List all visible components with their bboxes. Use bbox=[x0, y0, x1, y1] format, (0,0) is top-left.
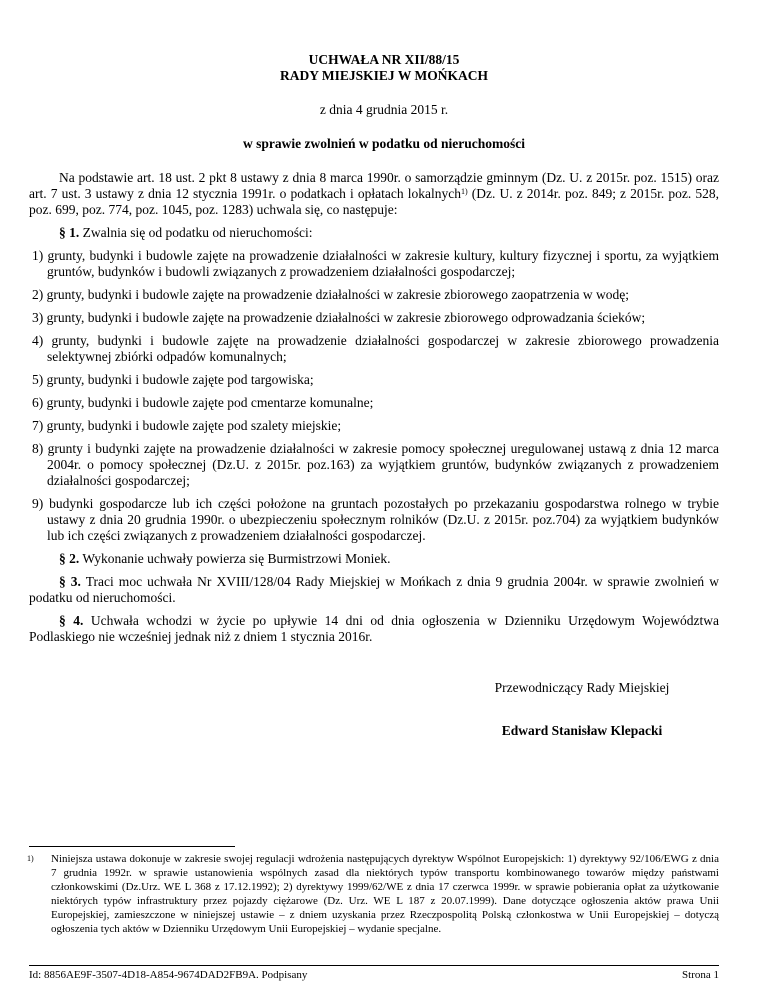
section-3-text: Traci moc uchwała Nr XVIII/128/04 Rady Miejskiej w Mońkach z dnia 9 grudnia 2004r. w sprawie zwolnień w podatku od nieruchomości. bbox=[29, 574, 719, 605]
section-1-text: Zwalnia się od podatku od nieruchomości: bbox=[79, 225, 313, 240]
page-footer bbox=[29, 969, 719, 981]
section-1-label: § 1. bbox=[59, 225, 80, 240]
footer-divider bbox=[29, 965, 719, 966]
document-id: Id: 8856AE9F-3507-4D18-A854-9674DAD2FB9A. Podpisany bbox=[29, 969, 308, 981]
list-item: 9) budynki gospodarcze lub ich części położone na gruntach pozostałych po przekazaniu gospodarstwa rolnego w trybie ustawy z dnia 20 grudnia 1990r. o ubezpieczeniu społecznym rolników (Dz.U. z 2015r. poz.704) za wyjątkiem budynków lub ich części związanych z prowadzeniem działalności gospodarczej. bbox=[32, 496, 719, 543]
section-2-text: Wykonanie uchwały powierza się Burmistrzowi Moniek. bbox=[79, 551, 391, 566]
signature-role: Przewodniczący Rady Miejskiej bbox=[494, 680, 670, 695]
section-2 bbox=[29, 551, 719, 567]
list-item: 4) grunty, budynki i budowle zajęte na prowadzenie działalności gospodarczej w zakresie zbiorowego prowadzenia selektywnej zbiórki odpadów komunalnych; bbox=[32, 333, 719, 364]
list-item: 1) grunty, budynki i budowle zajęte na prowadzenie działalności w zakresie kultury, kultury fizycznej i sportu, za wyjątkiem gruntów, budynków i budowli związanych z prowadzeniem działalności gospodarczej; bbox=[32, 248, 719, 279]
page-number: Strona 1 bbox=[682, 969, 719, 981]
section-4-label: § 4. bbox=[59, 613, 84, 628]
preamble-text-after: (Dz. U. z 2014r. poz. 849; z 2015r. poz. 528, poz. 699, poz. 774, poz. 1045, poz. 1283) uchwala się, co następuje: bbox=[29, 186, 719, 217]
section-3-label: § 3. bbox=[59, 574, 81, 589]
section-4-text: Uchwała wchodzi w życie po upływie 14 dni od dnia ogłoszenia w Dzienniku Urzędowym Województwa Podlaskiego nie wcześniej jednak niż z dniem 1 stycznia 2016r. bbox=[29, 613, 720, 644]
section-1 bbox=[29, 225, 719, 241]
footnote-divider bbox=[29, 846, 235, 847]
section-3 bbox=[29, 574, 719, 606]
section-4 bbox=[29, 613, 719, 645]
footnote-reference: 1) bbox=[460, 187, 468, 196]
footnote-mark: 1) bbox=[27, 854, 34, 863]
footnote bbox=[29, 852, 719, 936]
list-item: 8) grunty i budynki zajęte na prowadzenie działalności w zakresie pomocy społecznej uregulowanej ustawą z dnia 12 marca 2004r. o pomocy społecznej (Dz.U. z 2015r. poz.163) za wyjątkiem gruntów, budynków związanych z prowadzeniem działalności gospodarczej; bbox=[32, 441, 719, 488]
exemption-list bbox=[29, 248, 719, 544]
section-2-label: § 2. bbox=[59, 551, 80, 566]
resolution-subject: w sprawie zwolnień w podatku od nieruchomości bbox=[242, 136, 526, 151]
list-item: 7) grunty, budynki i budowle zajęte pod szalety miejskie; bbox=[32, 418, 342, 433]
resolution-title bbox=[0, 52, 768, 84]
list-item: 3) grunty, budynki i budowle zajęte na prowadzenie działalności w zakresie zbiorowego odprowadzania ścieków; bbox=[32, 310, 646, 325]
resolution-date: z dnia 4 grudnia 2015 r. bbox=[319, 102, 449, 117]
list-item: 6) grunty, budynki i budowle zajęte pod cmentarze komunalne; bbox=[32, 395, 374, 410]
list-item: 2) grunty, budynki i budowle zajęte na prowadzenie działalności w zakresie zbiorowego zaopatrzenia w wodę; bbox=[32, 287, 630, 302]
title-line-2: RADY MIEJSKIEJ W MOŃKACH bbox=[280, 68, 488, 83]
title-line-1: UCHWAŁA NR XII/88/15 bbox=[308, 52, 460, 67]
resolution-body bbox=[29, 170, 719, 652]
footnote-text: Niniejsza ustawa dokonuje w zakresie swojej regulacji wdrożenia następujących dyrektyw Wspólnot Europejskich: 1) dyrektywy 92/106/EWG z dnia 7 grudnia 1992r. w sprawie ustanowienia wspólnych zasad dla niektórych typów transportu kombinowanego towarów między państwami członkowskimi (Dz.Urz. WE L 368 z 17.12.1992); 2) dyrektywy 1999/62/WE z dnia 17 czerwca 1999r. w sprawie pobierania opłat za użytkowanie niektórych typów infrastruktury przez pojazdy ciężarowe (Dz. Urz. WE L 187 z 20.07.1999). Dane dotyczące ogłoszenia aktów prawa Unii Europejskiej, zamieszczone w niniejszej ustawie – z dniem uzyskania przez Rzeczpospolitą Polską członkostwa w Unii Europejskiej – dotyczą ogłoszenia tych aktów w Dzienniku Urzędowym Unii Europejskiej – wydanie specjalne. bbox=[51, 853, 719, 935]
signature-name: Edward Stanisław Klepacki bbox=[501, 723, 663, 738]
preamble bbox=[29, 170, 719, 218]
preamble-text-before: Na podstawie art. 18 ust. 2 pkt 8 ustawy z dnia 8 marca 1990r. o samorządzie gminnym (Dz. U. z 2015r. poz. 1515) oraz art. 7 ust. 3 ustawy z dnia 12 stycznia 1991r. o podatkach i opłatach lokalnych bbox=[29, 170, 719, 201]
list-item: 5) grunty, budynki i budowle zajęte pod targowiska; bbox=[32, 372, 314, 387]
